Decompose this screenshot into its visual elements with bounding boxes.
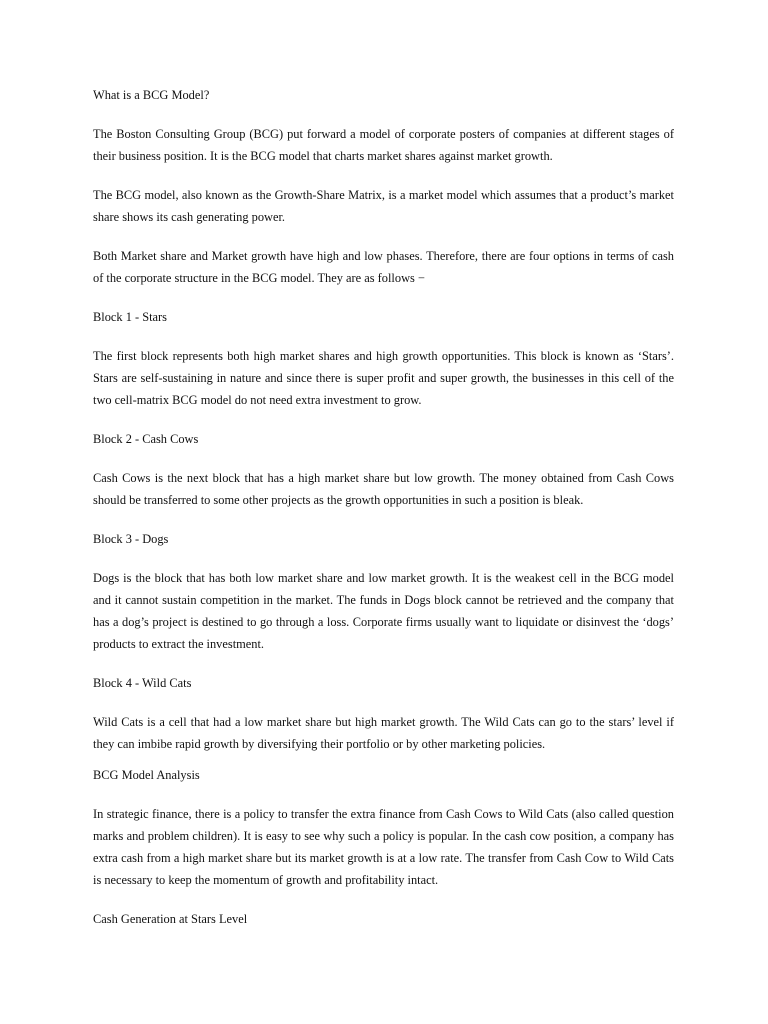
block-text-wild-cats: Wild Cats is a cell that had a low market share but high market growth. The Wild Cats can go to the stars’ level if they can imbibe rapid growth by diversifying their portfolio or by other marketing policies. xyxy=(93,715,674,751)
analysis-heading: BCG Model Analysis xyxy=(93,768,200,782)
block-text-cash-cows: Cash Cows is the next block that has a high market share but low growth. The money obtained from Cash Cows should be transferred to some other projects as the growth opportunities in such a position is bleak. xyxy=(93,471,674,507)
block-heading-wild-cats: Block 4 - Wild Cats xyxy=(93,676,192,690)
document-body xyxy=(93,84,674,947)
intro-paragraph: The Boston Consulting Group (BCG) put forward a model of corporate posters of companies at different stages of their business position. It is the BCG model that charts market shares against market growth. xyxy=(93,127,674,163)
intro-paragraph: The BCG model, also known as the Growth-Share Matrix, is a market model which assumes that a product’s market share shows its cash generating power. xyxy=(93,188,674,224)
document-title: What is a BCG Model? xyxy=(93,88,210,102)
stars-cash-generation-heading: Cash Generation at Stars Level xyxy=(93,912,248,926)
analysis-text: In strategic finance, there is a policy to transfer the extra finance from Cash Cows to Wild Cats (also called question marks and problem children). It is easy to see why such a policy is popular. In the cash cow position, a company has extra cash from a high market share but its market growth is at a low rate. The transfer from Cash Cow to Wild Cats is necessary to keep the momentum of growth and profitability intact. xyxy=(93,807,674,887)
block-heading-cash-cows: Block 2 - Cash Cows xyxy=(93,432,199,446)
block-heading-dogs: Block 3 - Dogs xyxy=(93,532,169,546)
intro-paragraph: Both Market share and Market growth have high and low phases. Therefore, there are four options in terms of cash of the corporate structure in the BCG model. They are as follows − xyxy=(93,249,674,285)
block-text-stars: The first block represents both high market shares and high growth opportunities. This block is known as ‘Stars’. Stars are self-sustaining in nature and since there is super profit and super growth, the businesses in this cell of the two cell-matrix BCG model do not need extra investment to grow. xyxy=(93,349,674,407)
block-heading-stars: Block 1 - Stars xyxy=(93,310,167,324)
block-text-dogs: Dogs is the block that has both low market share and low market growth. It is the weakest cell in the BCG model and it cannot sustain competition in the market. The funds in Dogs block cannot be retrieved and the company that has a dog’s project is destined to go through a loss. Corporate firms usually want to liquidate or disinvest the ‘dogs’ products to extract the investment. xyxy=(93,571,674,651)
